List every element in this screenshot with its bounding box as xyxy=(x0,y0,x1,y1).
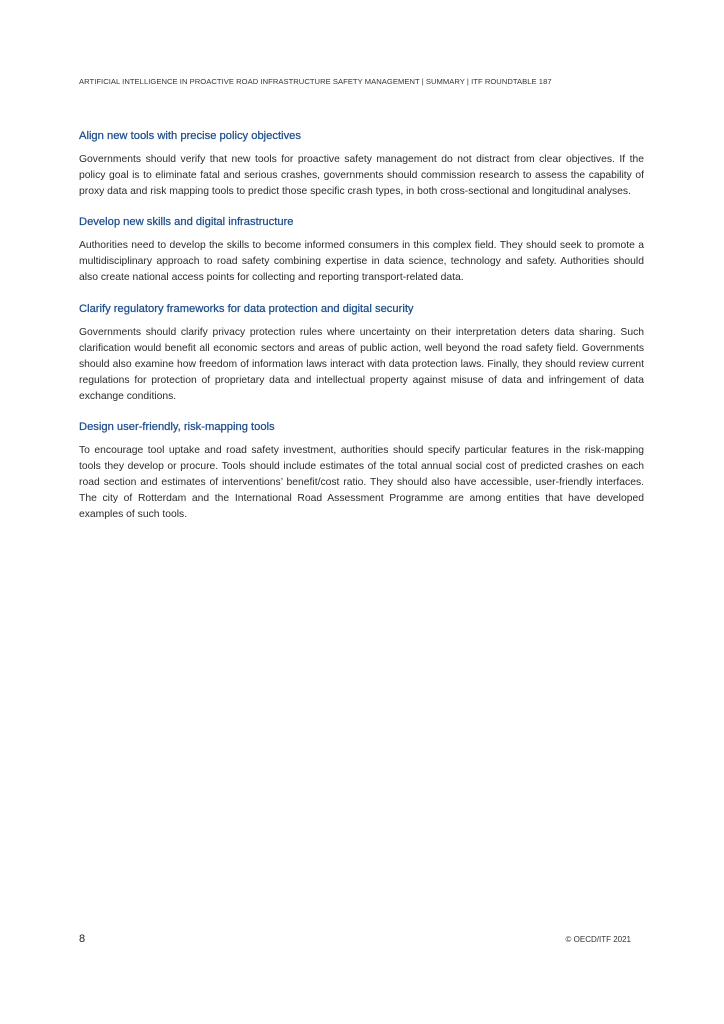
section-heading: Design user-friendly, risk-mapping tools xyxy=(79,421,275,434)
section-paragraph: Governments should clarify privacy protection rules where uncertainty on their interpretation deters data sharing. Such clarification would benefit all economic sectors and areas of public action, well beyond the road safety field. Governments should also examine how freedom of information laws interact with data protection laws. Finally, they should review current regulations for protection of proprietary data and intellectual property against misuse of data and infringement of data exchange conditions. xyxy=(79,326,644,402)
section-heading: Develop new skills and digital infrastructure xyxy=(79,216,294,229)
section-skills-infrastructure xyxy=(79,214,644,286)
running-header: ARTIFICIAL INTELLIGENCE IN PROACTIVE ROAD INFRASTRUCTURE SAFETY MANAGEMENT | SUMMARY | ITF ROUNDTABLE 187 xyxy=(79,77,552,86)
page-number: 8 xyxy=(79,933,86,945)
section-regulatory-frameworks xyxy=(79,301,644,405)
section-paragraph: Authorities need to develop the skills to become informed consumers in this complex field. They should seek to promote a multidisciplinary approach to road safety combining expertise in data science, technology and safety. Authorities should also create national access points for collecting and reporting transport-related data. xyxy=(79,240,644,284)
copyright-notice: © OECD/ITF 2021 xyxy=(565,935,631,944)
document-body xyxy=(79,128,644,538)
section-heading: Clarify regulatory frameworks for data protection and digital security xyxy=(79,302,414,315)
section-risk-mapping-tools xyxy=(79,419,644,523)
section-paragraph: Governments should verify that new tools for proactive safety management do not distract from clear objectives. If the policy goal is to eliminate fatal and serious crashes, governments should commission research to assess the capability of proxy data and risk mapping tools to predict those specific crash types, in both cross-sectional and longitudinal analyses. xyxy=(79,154,644,198)
section-heading: Align new tools with precise policy objectives xyxy=(79,130,301,142)
section-paragraph: To encourage tool uptake and road safety investment, authorities should specify particular features in the risk-mapping tools they develop or procure. Tools should include estimates of the total annual social cost of predicted crashes on each road section and estimates of interventions’ benefit/cost ratio. They should also have accessible, user-friendly interfaces. The city of Rotterdam and the International Road Assessment Programme are among entities that have developed examples of such tools. xyxy=(79,445,644,521)
section-policy-objectives xyxy=(79,128,644,200)
